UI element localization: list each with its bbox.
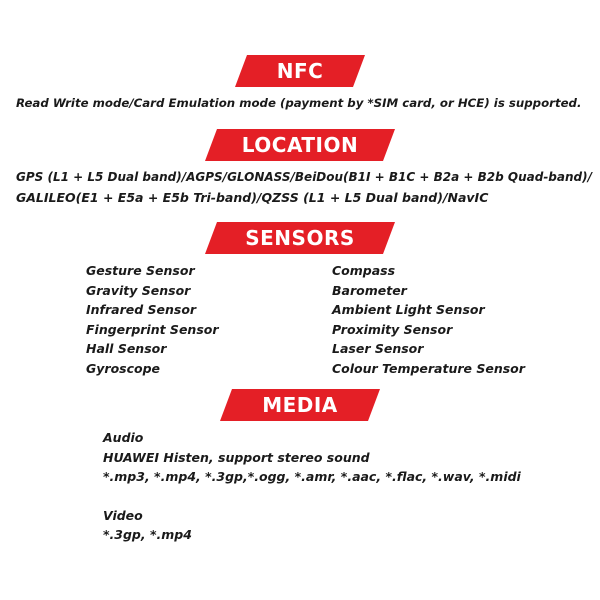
sensor-item: Gravity Sensor xyxy=(86,282,191,298)
media-audio-tech: HUAWEI Histen, support stereo sound xyxy=(103,450,370,465)
nfc-banner xyxy=(235,55,365,87)
media-title: MEDIA xyxy=(262,393,338,417)
sensor-item: Gesture Sensor xyxy=(86,263,195,278)
media-audio-label: Audio xyxy=(103,430,144,445)
media-audio-formats: *.mp3, *.mp4, *.3gp,*.ogg, *.amr, *.aac, *.flac, *.wav, *.midi xyxy=(103,469,521,484)
location-title: LOCATION xyxy=(241,133,359,157)
nfc-description: Read Write mode/Card Emulation mode (payment by *SIM card, or HCE) is supported. xyxy=(16,96,582,110)
nfc-title: NFC xyxy=(276,59,324,83)
media-video-label: Video xyxy=(103,508,143,523)
sensor-item: Hall Sensor xyxy=(86,341,167,356)
sensor-item: Barometer xyxy=(332,282,407,298)
sensor-item: Gyroscope xyxy=(86,360,161,376)
sensors-banner xyxy=(205,222,395,254)
sensors-title: SENSORS xyxy=(245,226,355,250)
sensors-left-column xyxy=(86,261,219,378)
sensor-item: Fingerprint Sensor xyxy=(86,321,219,337)
sensor-item: Compass xyxy=(332,263,396,278)
location-line-2: GALILEO(E1 + E5a + E5b Tri-band)/QZSS (L1 + L5 Dual band)/NavIC xyxy=(16,190,489,205)
media-video-formats: *.3gp, *.mp4 xyxy=(103,527,192,542)
sensor-item: Proximity Sensor xyxy=(332,321,453,337)
sensor-item: Ambient Light Sensor xyxy=(332,302,485,317)
sensor-item: Colour Temperature Sensor xyxy=(332,360,525,376)
sensor-item: Infrared Sensor xyxy=(86,302,197,317)
sensors-right-column xyxy=(332,261,525,378)
location-banner xyxy=(205,129,395,161)
location-line-1: GPS (L1 + L5 Dual band)/AGPS/GLONASS/BeiDou(B1I + B1C + B2a + B2b Quad-band)/ xyxy=(16,170,592,184)
sensor-item: Laser Sensor xyxy=(332,341,424,356)
media-banner xyxy=(220,389,380,421)
